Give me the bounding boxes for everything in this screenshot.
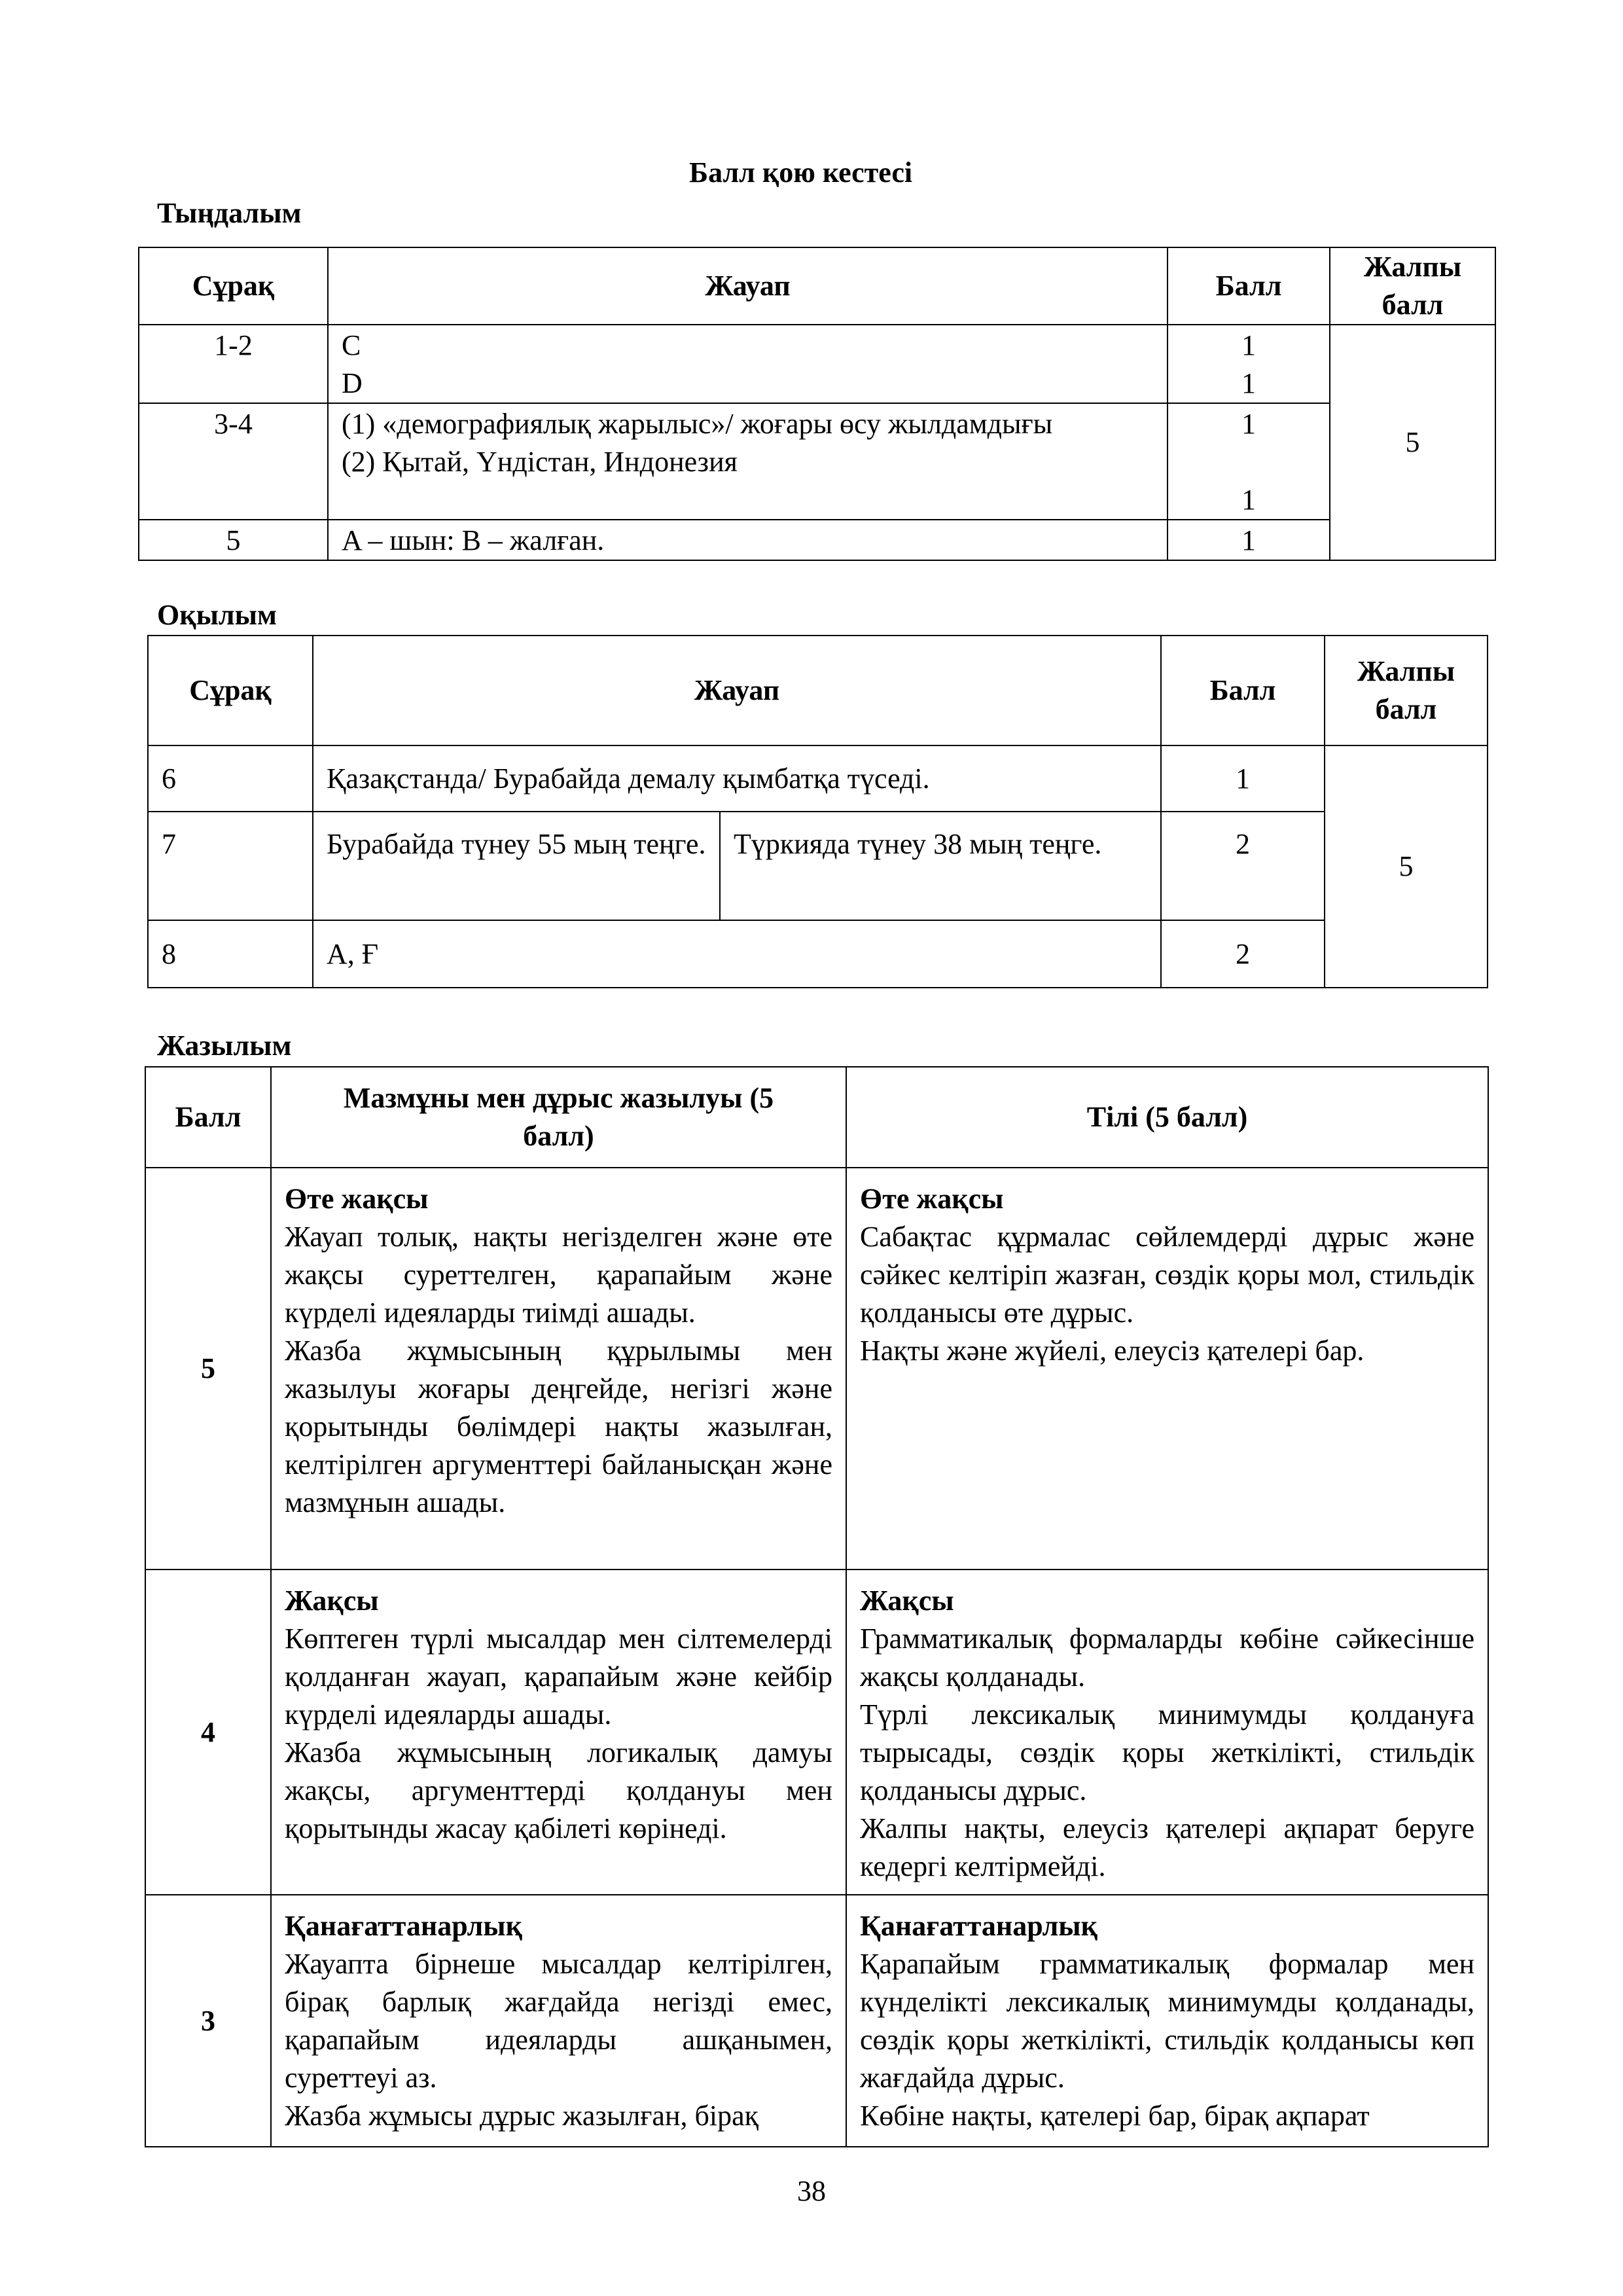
language-cell xyxy=(846,1570,1488,1895)
content-cell xyxy=(271,1570,846,1895)
table-row xyxy=(139,325,1495,403)
table-row xyxy=(148,745,1488,812)
answer-cell xyxy=(328,403,1168,520)
question-cell: 1-2 xyxy=(139,325,328,403)
header-answer: Жауап xyxy=(313,636,1161,745)
content-cell xyxy=(271,1168,846,1570)
criterion-text: Көбіне нақты, қателері бар, бірақ ақпарат xyxy=(860,2100,1370,2132)
score-value: 1 xyxy=(1241,484,1256,516)
table-row xyxy=(148,812,1488,920)
header-score: Балл xyxy=(1168,247,1330,325)
level-title: Қанағаттанарлық xyxy=(860,1910,1097,1942)
answer-cell: A – шын: B – жалған. xyxy=(328,520,1168,560)
criterion-text: Жауапта бірнеше мысалдар келтірілген, бірақ барлық жағдайда негізді емес, қарапайым идеяларды ашқанымен, суреттеуі аз. xyxy=(285,1948,832,2094)
total-cell: 5 xyxy=(1325,745,1488,988)
criterion-text: Грамматикалық формаларды көбіне сәйкесінше жақсы қолданады. xyxy=(860,1623,1474,1693)
question-cell: 6 xyxy=(148,745,313,812)
level-title: Өте жақсы xyxy=(285,1183,429,1215)
header-question: Сұрақ xyxy=(139,247,328,325)
table-row xyxy=(148,920,1488,988)
level-title: Жақсы xyxy=(860,1585,954,1617)
table-row xyxy=(145,1168,1488,1570)
answer-line: (1) «демографиялық жарылыс»/ жоғары өсу жылдамдығы xyxy=(342,408,1053,440)
score-cell: 1 xyxy=(1168,520,1330,560)
language-cell xyxy=(846,1895,1488,2147)
question-cell: 7 xyxy=(148,812,313,920)
answer-line: (2) Қытай, Үндістан, Индонезия xyxy=(342,446,738,478)
table-row xyxy=(145,1570,1488,1895)
language-cell xyxy=(846,1168,1488,1570)
level-title: Өте жақсы xyxy=(860,1183,1004,1215)
answer-line: C xyxy=(342,329,361,361)
section-title-listening: Тыңдалым xyxy=(157,197,302,229)
header-score: Балл xyxy=(145,1067,271,1168)
header-content: Мазмұны мен дұрыс жазылуы (5 балл) xyxy=(271,1067,846,1168)
score-cell: 5 xyxy=(145,1168,271,1570)
page-title: Балл қою кестесі xyxy=(689,156,913,188)
score-cell: 2 xyxy=(1161,812,1325,920)
score-cell xyxy=(1168,325,1330,403)
header-language: Тілі (5 балл) xyxy=(846,1067,1488,1168)
score-cell: 2 xyxy=(1161,920,1325,988)
score-cell xyxy=(1168,403,1330,520)
header-total: Жалпы балл xyxy=(1325,636,1488,745)
score-cell: 3 xyxy=(145,1895,271,2147)
content-cell xyxy=(271,1895,846,2147)
header-question: Сұрақ xyxy=(148,636,313,745)
question-cell: 3-4 xyxy=(139,403,328,520)
listening-table xyxy=(138,247,1496,561)
table-row xyxy=(139,520,1495,560)
level-title: Жақсы xyxy=(285,1585,379,1617)
criterion-text: Түрлі лексикалық минимумды қолдануға тырысады, сөздік қоры жеткілікті, стильдік қолданысы дұрыс. xyxy=(860,1698,1474,1806)
question-cell: 8 xyxy=(148,920,313,988)
level-title: Қанағаттанарлық xyxy=(285,1910,522,1942)
header-total: Жалпы балл xyxy=(1330,247,1495,325)
table-row xyxy=(145,1895,1488,2147)
criterion-text: Жалпы нақты, елеусіз қателері ақпарат беруге кедергі келтірмейді. xyxy=(860,1812,1474,1882)
reading-table xyxy=(147,635,1488,988)
answer-cell xyxy=(328,325,1168,403)
answer-cell: A, Ғ xyxy=(313,920,1161,988)
score-cell: 4 xyxy=(145,1570,271,1895)
criterion-text: Көптеген түрлі мысалдар мен сілтемелерді қолданған жауап, қарапайым және кейбір күрделі идеяларды ашады. xyxy=(285,1623,832,1731)
header-answer: Жауап xyxy=(328,247,1168,325)
answer-cell: Түркияда түнеу 38 мың теңге. xyxy=(720,812,1161,920)
section-title-reading: Оқылым xyxy=(157,599,277,631)
score-value: 1 xyxy=(1241,408,1256,440)
total-cell: 5 xyxy=(1330,325,1495,560)
criterion-text: Жауап толық, нақты негізделген және өте жақсы суреттелген, қарапайым және күрделі идеяларды тиімді ашады. xyxy=(285,1221,832,1329)
criterion-text: Сабақтас құрмалас сөйлемдерді дұрыс және сәйкес келтіріп жазған, сөздік қоры мол, стильдік қолданысы өте дұрыс. xyxy=(860,1221,1474,1329)
score-cell: 1 xyxy=(1161,745,1325,812)
criterion-text: Жазба жұмысының құрылымы мен жазылуы жоғары деңгейде, негізгі және қорытынды бөлімдері нақты жазылған, келтірілген аргументтері байланысқан және мазмұнын ашады. xyxy=(285,1335,832,1518)
criterion-text: Жазба жұмысының логикалық дамуы жақсы, аргументтерді қолдануы мен қорытынды жасау қабілеті көрінеді. xyxy=(285,1736,832,1844)
section-title-writing: Жазылым xyxy=(157,1030,292,1062)
score-value: 1 xyxy=(1241,329,1256,361)
criterion-text: Қарапайым грамматикалық формалар мен күнделікті лексикалық минимумды қолданады, сөздік қоры жеткілікті, стильдік қолданысы көп жағдайда дұрыс. xyxy=(860,1948,1474,2094)
answer-line: D xyxy=(342,367,363,399)
score-value: 1 xyxy=(1241,367,1256,399)
header-score: Балл xyxy=(1161,636,1325,745)
writing-table xyxy=(145,1066,1489,2147)
page-number: 38 xyxy=(797,2175,826,2207)
criterion-text: Нақты және жүйелі, елеусіз қателері бар. xyxy=(860,1335,1364,1367)
table-row xyxy=(139,403,1495,520)
answer-cell: Бурабайда түнеу 55 мың теңге. xyxy=(313,812,720,920)
answer-cell: Қазақстанда/ Бурабайда демалу қымбатқа түседі. xyxy=(313,745,1161,812)
question-cell: 5 xyxy=(139,520,328,560)
criterion-text: Жазба жұмысы дұрыс жазылған, бірақ xyxy=(285,2100,759,2132)
